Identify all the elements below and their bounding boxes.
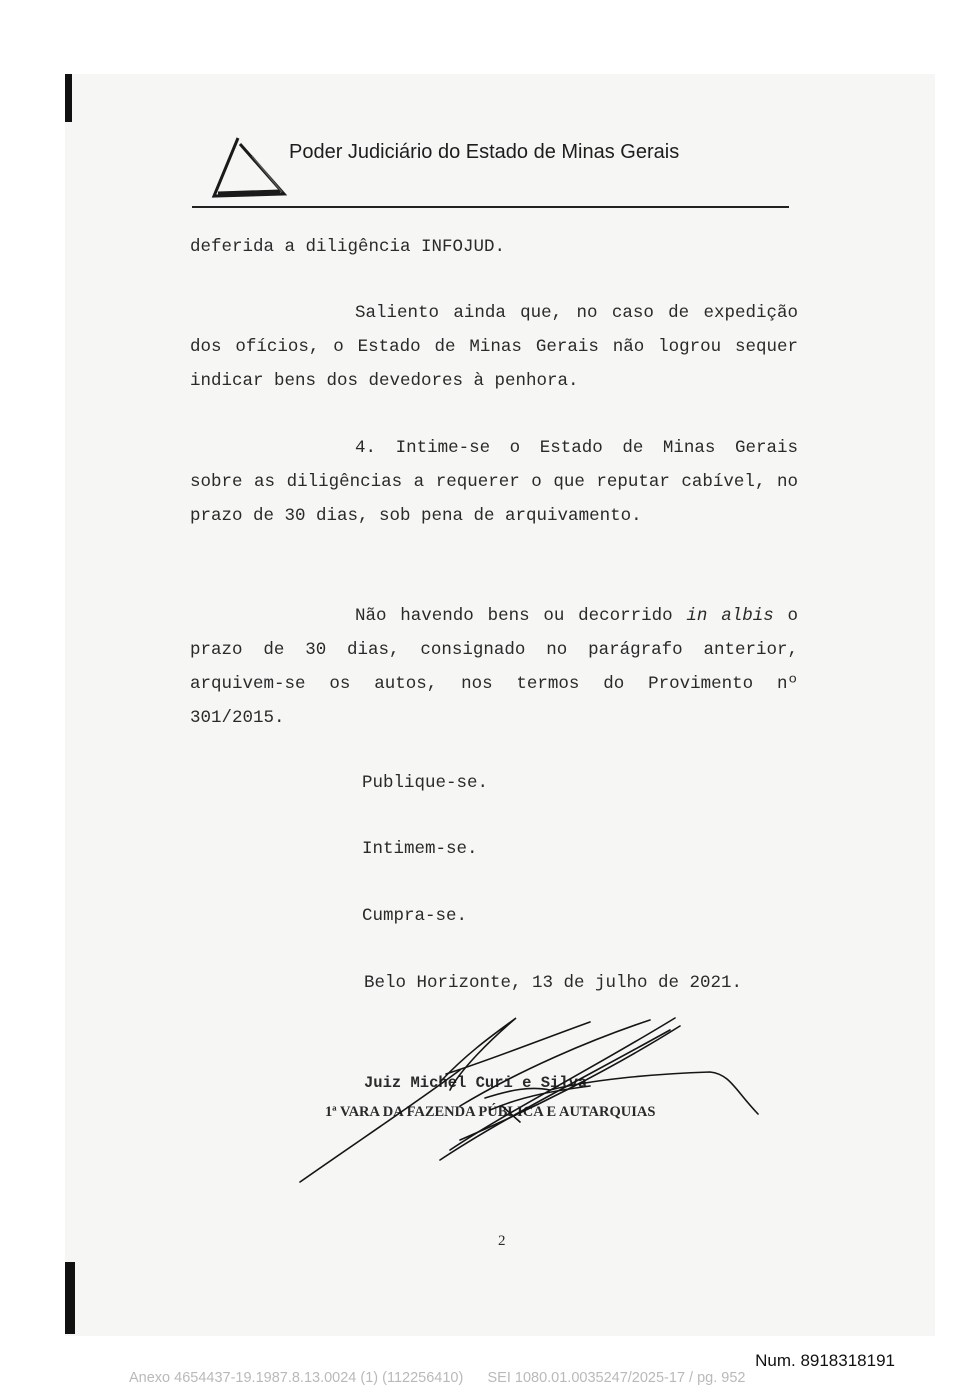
date-line: Belo Horizonte, 13 de julho de 2021.	[364, 973, 743, 993]
header-divider	[192, 206, 789, 208]
intimem-line: Intimem-se.	[362, 839, 478, 859]
paragraph-nao-havendo-latin: in albis	[686, 606, 774, 626]
court-triangle-logo-icon	[210, 134, 288, 204]
scan-edge-mark-top	[65, 74, 72, 122]
annex-footer: Anexo 4654437-19.1987.8.13.0024 (1) (112256410) SEI 1080.01.0035247/2025-17 / pg. 952	[129, 1370, 746, 1386]
document-number: Num. 8918318191	[755, 1351, 895, 1370]
paragraph-saliento	[190, 296, 798, 398]
judge-name: Juiz Michel Curi e Silva	[364, 1074, 588, 1092]
paragraph-nao-havendo-text-a: Não havendo bens ou decorrido	[355, 606, 687, 626]
paragraph-intime-text: 4. Intime-se o Estado de Minas Gerais sobre as diligências a requerer o que reputar cabível, no prazo de 30 dias, sob pena de arquivamento.	[190, 438, 798, 526]
paragraph-intime	[190, 431, 798, 533]
continuation-text: deferida a diligência INFOJUD.	[190, 237, 506, 257]
handwritten-signature-icon	[290, 1010, 770, 1190]
court-division: 1ª VARA DA FAZENDA PÚBLICA E AUTARQUIAS	[325, 1104, 656, 1120]
paragraph-nao-havendo	[190, 599, 798, 735]
scan-edge-mark-bottom	[65, 1262, 75, 1334]
court-header-title: Poder Judiciário do Estado de Minas Gerais	[289, 141, 680, 163]
page-number: 2	[498, 1233, 506, 1249]
paragraph-saliento-text: Saliento ainda que, no caso de expedição dos ofícios, o Estado de Minas Gerais não logrou sequer indicar bens dos devedores à penhora.	[190, 303, 798, 391]
cumpra-line: Cumpra-se.	[362, 906, 468, 926]
paragraph-nao-havendo-text-b: o prazo de 30 dias, consignado no parágrafo anterior, arquivem-se os autos, nos termos do Provimento nº 301/2015.	[190, 606, 798, 728]
publique-line: Publique-se.	[362, 773, 489, 793]
